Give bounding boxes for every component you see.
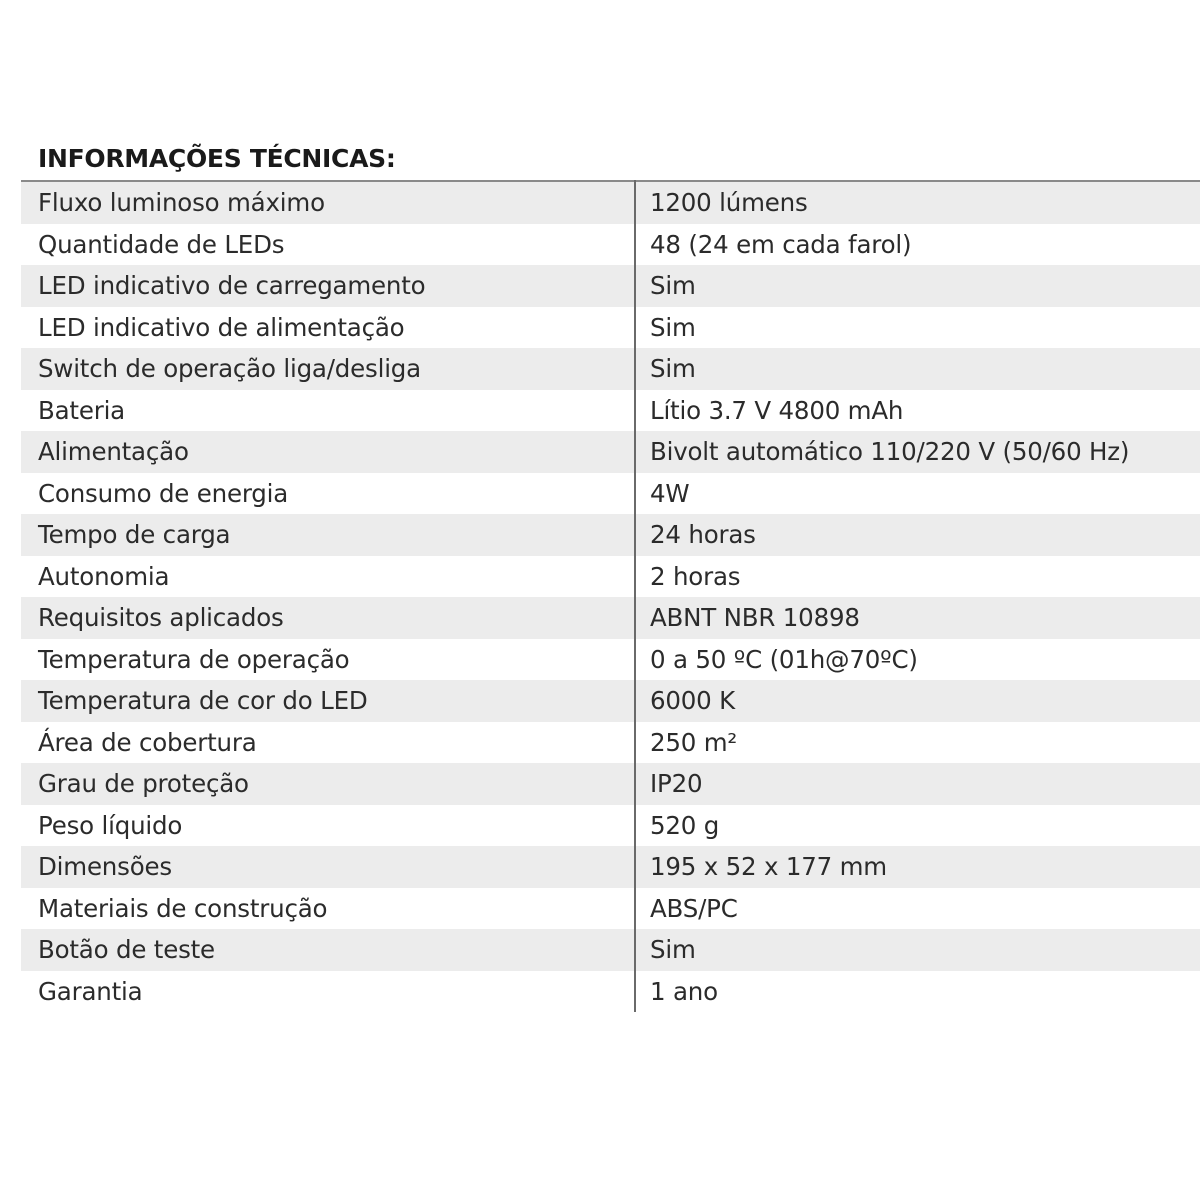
spec-label: Dimensões (21, 846, 635, 888)
spec-row (21, 846, 1200, 888)
spec-value: 1200 lúmens (635, 181, 1200, 224)
spec-value: 250 m² (650, 727, 738, 757)
spec-title: INFORMAÇÕES TÉCNICAS: (38, 144, 396, 173)
spec-table-body (21, 181, 1200, 1012)
spec-label: LED indicativo de carregamento (21, 265, 635, 307)
spec-row (21, 888, 1200, 930)
spec-row (21, 639, 1200, 681)
spec-label: Fluxo luminoso máximo (21, 181, 635, 224)
spec-value: Sim (635, 348, 1200, 390)
spec-value: 195 x 52 x 177 mm (635, 846, 1200, 888)
spec-row (21, 307, 1200, 349)
spec-value: 2 horas (650, 561, 741, 591)
spec-label: Peso líquido (21, 805, 635, 847)
spec-label: LED indicativo de alimentação (21, 307, 635, 349)
spec-label: Switch de operação liga/desliga (21, 348, 635, 390)
spec-value: Sim (635, 265, 1200, 307)
spec-value: 48 (24 em cada farol) (650, 229, 912, 259)
spec-value: Sim (635, 929, 1200, 971)
spec-value: Lítio 3.7 V 4800 mAh (650, 395, 904, 425)
spec-value: 6000 K (635, 680, 1200, 722)
spec-row (21, 556, 1200, 598)
spec-label: Botão de teste (21, 929, 635, 971)
spec-label: Alimentação (21, 431, 635, 473)
spec-row (21, 348, 1200, 390)
spec-value: IP20 (635, 763, 1200, 805)
spec-label: Grau de proteção (21, 763, 635, 805)
spec-label: Materiais de construção (21, 888, 635, 930)
spec-row (21, 224, 1200, 266)
spec-row (21, 473, 1200, 515)
spec-row (21, 597, 1200, 639)
spec-row (21, 181, 1200, 224)
spec-row (21, 390, 1200, 432)
spec-label: Quantidade de LEDs (21, 224, 635, 266)
spec-row (21, 680, 1200, 722)
spec-row (21, 805, 1200, 847)
spec-row (21, 514, 1200, 556)
spec-table (21, 180, 1200, 1012)
spec-row (21, 971, 1200, 1013)
spec-label: Garantia (21, 971, 635, 1013)
spec-label: Autonomia (21, 556, 635, 598)
spec-row (21, 929, 1200, 971)
spec-value: ABNT NBR 10898 (635, 597, 1200, 639)
spec-value: 0 a 50 ºC (01h@70ºC) (650, 644, 918, 674)
spec-label: Temperatura de cor do LED (21, 680, 635, 722)
spec-label: Tempo de carga (21, 514, 635, 556)
spec-row (21, 763, 1200, 805)
spec-value: Sim (650, 312, 696, 342)
spec-value: 24 horas (635, 514, 1200, 556)
spec-value: Bivolt automático 110/220 V (50/60 Hz) (635, 431, 1200, 473)
spec-label: Bateria (21, 390, 635, 432)
spec-value: 4W (650, 478, 690, 508)
spec-row (21, 265, 1200, 307)
spec-value: 520 g (650, 810, 720, 840)
spec-label: Área de cobertura (21, 722, 635, 764)
spec-row (21, 431, 1200, 473)
spec-row (21, 722, 1200, 764)
spec-label: Consumo de energia (21, 473, 635, 515)
spec-label: Temperatura de operação (21, 639, 635, 681)
spec-label: Requisitos aplicados (21, 597, 635, 639)
spec-value: 1 ano (650, 976, 718, 1006)
spec-value: ABS/PC (650, 893, 738, 923)
